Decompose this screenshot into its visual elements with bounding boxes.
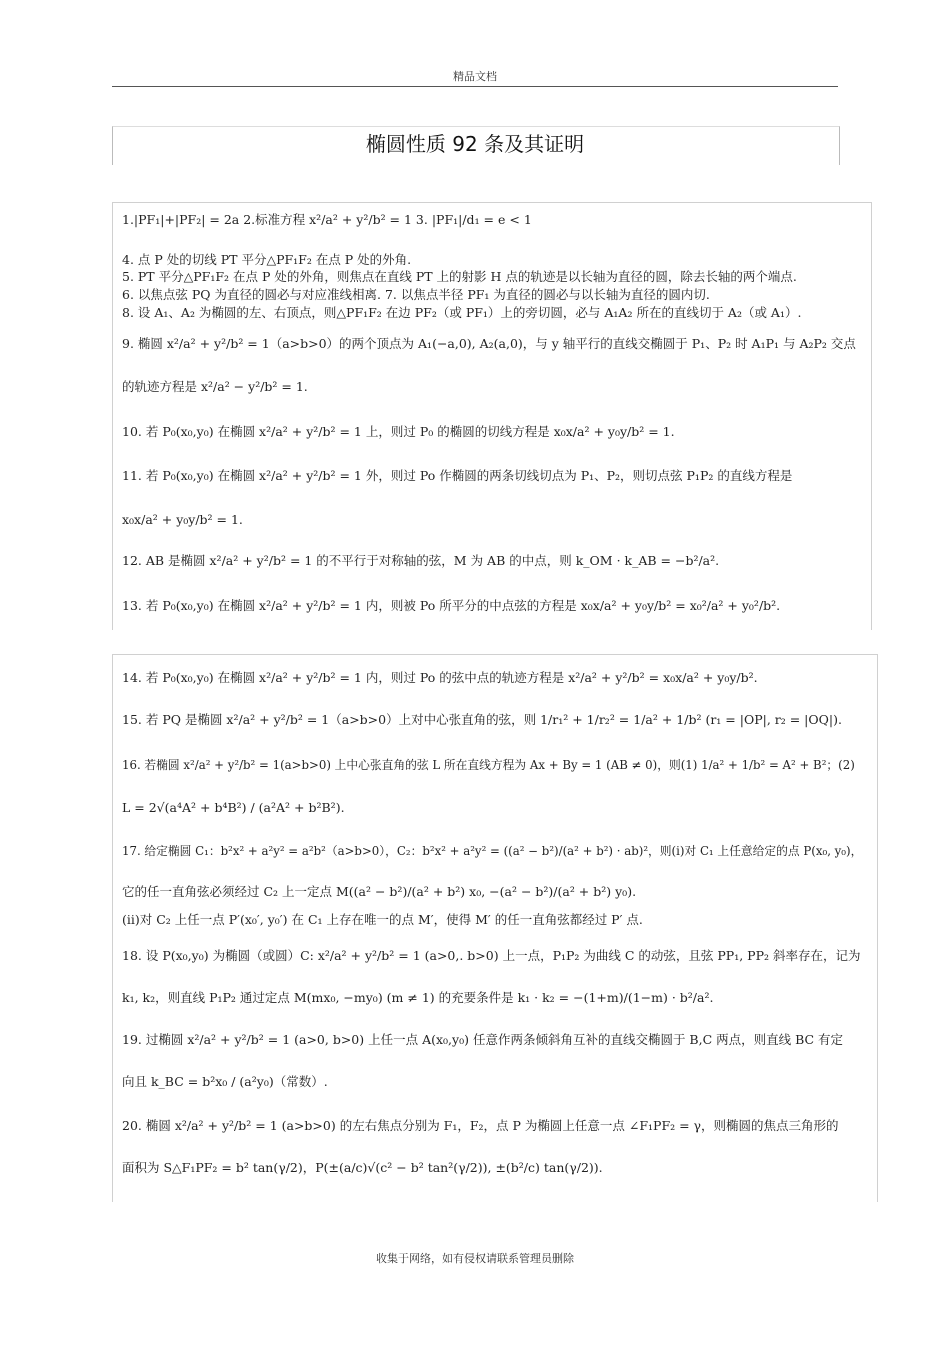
- property-item: k₁, k₂，则直线 P₁P₂ 通过定点 M(mx₀, −my₀) (m ≠ 1) 的充要条件是 k₁ · k₂ = −(1+m)/(1−m) · b²/a².: [122, 990, 714, 1005]
- property-item: x₀x/a² + y₀y/b² = 1.: [122, 512, 243, 527]
- property-item: 1.|PF₁|+|PF₂| = 2a 2.标准方程 x²/a² + y²/b² = 1 3. |PF₁|/d₁ = e < 1: [122, 212, 532, 227]
- property-item: 14. 若 P₀(x₀,y₀) 在椭圆 x²/a² + y²/b² = 1 内，则过 Po 的弦中点的轨迹方程是 x²/a² + y²/b² = x₀x/a² + y₀y/b².: [122, 670, 758, 685]
- property-item: 4. 点 P 处的切线 PT 平分△PF₁F₂ 在点 P 处的外角.: [122, 252, 412, 267]
- property-item: 10. 若 P₀(x₀,y₀) 在椭圆 x²/a² + y²/b² = 1 上，则过 P₀ 的椭圆的切线方程是 x₀x/a² + y₀y/b² = 1.: [122, 424, 675, 439]
- property-item: 12. AB 是椭圆 x²/a² + y²/b² = 1 的不平行于对称轴的弦，M 为 AB 的中点，则 k_OM · k_AB = −b²/a².: [122, 553, 720, 568]
- property-item: 的轨迹方程是 x²/a² − y²/b² = 1.: [122, 379, 308, 394]
- property-item: 6. 以焦点弦 PQ 为直径的圆必与对应准线相离. 7. 以焦点半径 PF₁ 为直径的圆必与以长轴为直径的圆内切.: [122, 287, 710, 302]
- property-item: 16. 若椭圆 x²/a² + y²/b² = 1(a>b>0) 上中心张直角的弦 L 所在直线方程为 Ax + By = 1 (AB ≠ 0)，则(1) 1/a² + 1/b² = A² + B²；(2): [122, 758, 855, 772]
- property-item: (ii)对 C₂ 上任一点 P′(x₀′, y₀′) 在 C₁ 上存在唯一的点 M′，使得 M′ 的任一直角弦都经过 P′ 点.: [122, 912, 643, 927]
- property-item: 它的任一直角弦必须经过 C₂ 上一定点 M((a² − b²)/(a² + b²) x₀, −(a² − b²)/(a² + b²) y₀).: [122, 884, 637, 899]
- property-item: 11. 若 P₀(x₀,y₀) 在椭圆 x²/a² + y²/b² = 1 外，则过 Po 作椭圆的两条切线切点为 P₁、P₂，则切点弦 P₁P₂ 的直线方程是: [122, 468, 793, 483]
- property-item: 5. PT 平分△PF₁F₂ 在点 P 处的外角，则焦点在直线 PT 上的射影 H 点的轨迹是以长轴为直径的圆，除去长轴的两个端点.: [122, 269, 797, 284]
- property-item: 9. 椭圆 x²/a² + y²/b² = 1（a>b>0）的两个顶点为 A₁(−a,0), A₂(a,0)，与 y 轴平行的直线交椭圆于 P₁、P₂ 时 A₁P₁ 与 A₂P₂ 交点: [122, 336, 856, 351]
- document-title: 椭圆性质 92 条及其证明: [365, 132, 585, 156]
- property-item: 19. 过椭圆 x²/a² + y²/b² = 1 (a>0, b>0) 上任一点 A(x₀,y₀) 任意作两条倾斜角互补的直线交椭圆于 B,C 两点，则直线 BC 有定: [122, 1032, 844, 1047]
- page-header: 精品文档: [453, 70, 497, 83]
- header-divider: [112, 86, 838, 87]
- property-item: 向且 k_BC = b²x₀ / (a²y₀)（常数）.: [122, 1074, 328, 1089]
- property-item: 面积为 S△F₁PF₂ = b² tan(γ/2)，P(±(a/c)√(c² − b² tan²(γ/2)), ±(b²/c) tan(γ/2)).: [122, 1160, 603, 1175]
- property-item: L = 2√(a⁴A² + b⁴B²) / (a²A² + b²B²).: [122, 800, 345, 815]
- property-item: 8. 设 A₁、A₂ 为椭圆的左、右顶点，则△PF₁F₂ 在边 PF₂（或 PF₁）上的旁切圆，必与 A₁A₂ 所在的直线切于 A₂（或 A₁）.: [122, 305, 802, 320]
- property-item: 20. 椭圆 x²/a² + y²/b² = 1 (a>b>0) 的左右焦点分别为 F₁，F₂，点 P 为椭圆上任意一点 ∠F₁PF₂ = γ，则椭圆的焦点三角形的: [122, 1118, 839, 1133]
- page-footer: 收集于网络，如有侵权请联系管理员删除: [376, 1252, 574, 1265]
- property-item: 15. 若 PQ 是椭圆 x²/a² + y²/b² = 1（a>b>0）上对中心张直角的弦，则 1/r₁² + 1/r₂² = 1/a² + 1/b² (r₁ = |OP|, r₂ = |OQ|).: [122, 712, 842, 727]
- property-item: 13. 若 P₀(x₀,y₀) 在椭圆 x²/a² + y²/b² = 1 内，则被 Po 所平分的中点弦的方程是 x₀x/a² + y₀y/b² = x₀²/a² + y₀²/b².: [122, 598, 781, 613]
- property-item: 17. 给定椭圆 C₁：b²x² + a²y² = a²b²（a>b>0），C₂：b²x² + a²y² = ((a² − b²)/(a² + b²) · ab)²，则(i)对 C₁ 上任意给定的点 P(x₀, y₀)，: [122, 844, 863, 858]
- property-item: 18. 设 P(x₀,y₀) 为椭圆（或圆）C: x²/a² + y²/b² = 1 (a>0,. b>0) 上一点，P₁P₂ 为曲线 C 的动弦，且弦 PP₁, PP₂ 斜率存在，记为: [122, 948, 861, 963]
